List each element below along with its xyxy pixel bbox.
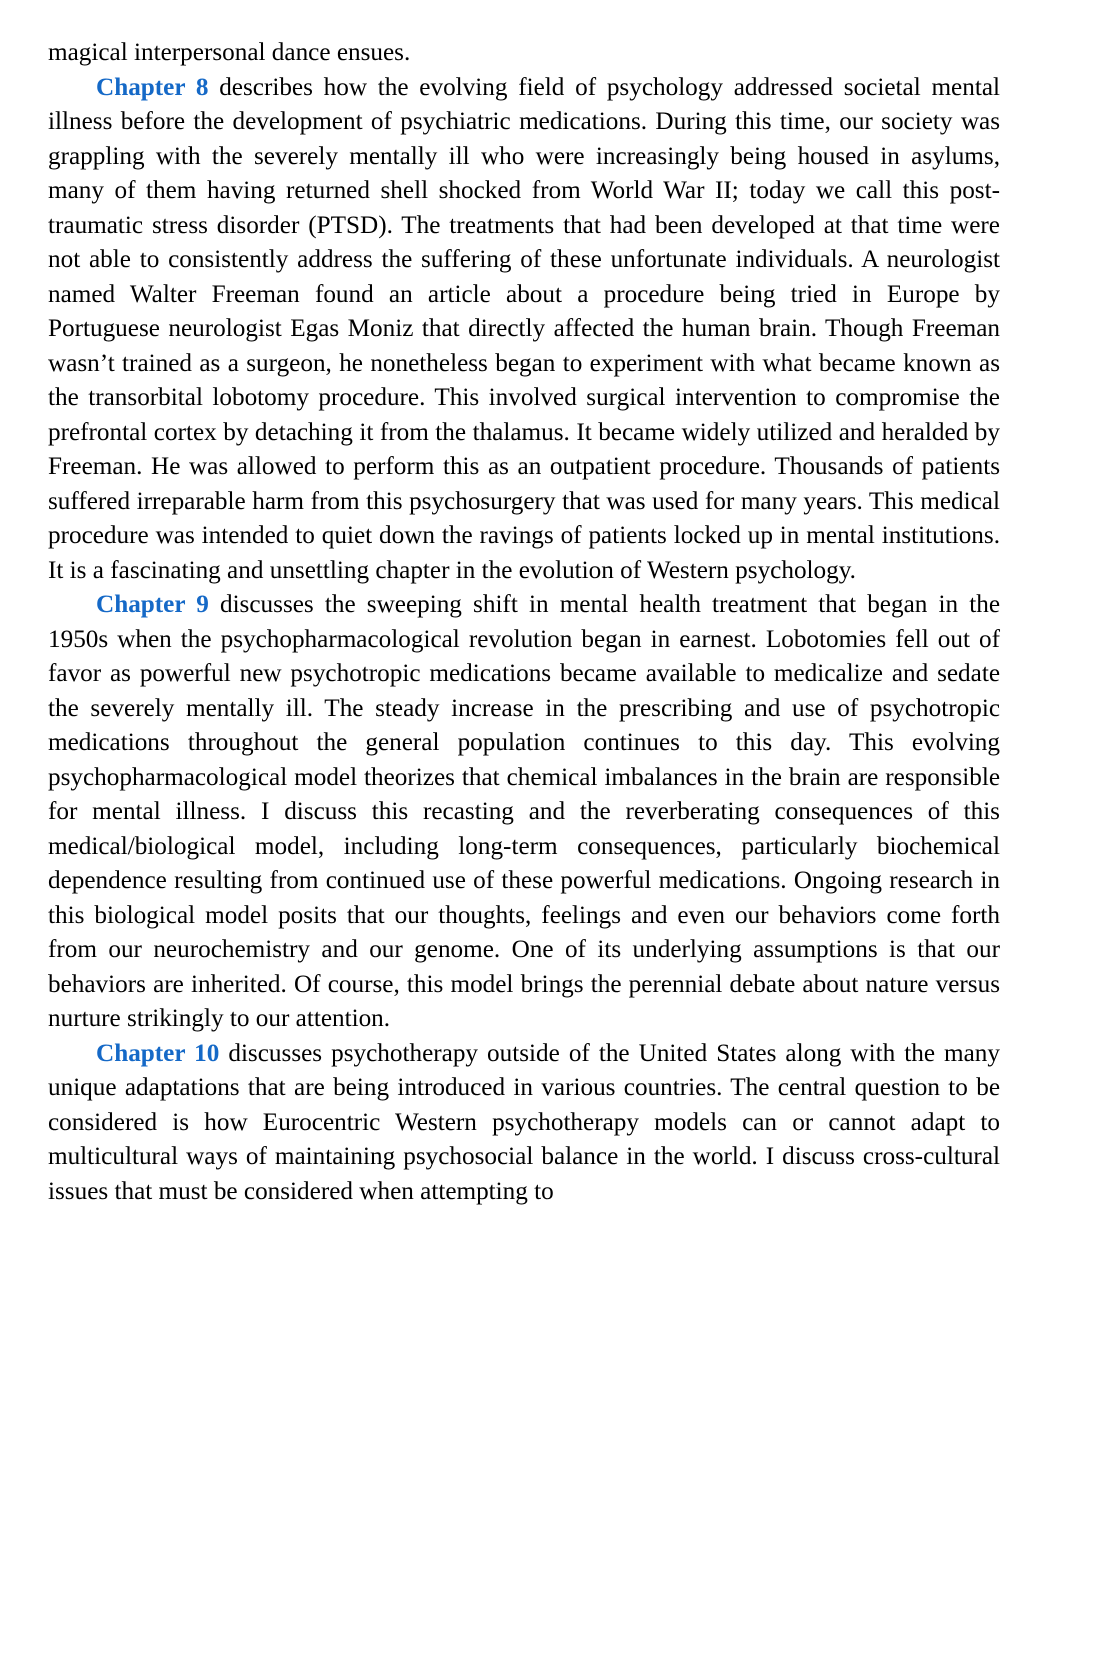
- chapter-reference-8[interactable]: Chapter 8: [96, 73, 209, 101]
- chapter-reference-9[interactable]: Chapter 9: [96, 591, 209, 618]
- chapter-reference-10[interactable]: Chapter 10: [96, 1039, 220, 1067]
- paragraph-continuation: [48, 36, 1000, 71]
- page-text-block: [48, 36, 1000, 1209]
- paragraph-body: discusses psychotherapy outside of the United States along with the many unique adaptations that are being introduced in various countries. The central question to be considered is how Eurocentric Western psychotherapy models can or cannot adapt to multicultural ways of maintaining psychosocial balance in the world. I discuss cross-cultural issues that must be considered when attempting to: [48, 1039, 1000, 1205]
- paragraph-body: describes how the evolving field of psychology addressed societal mental illness before the development of psychiatric medications. During this time, our society was grappling with the severely mentally ill who were increasingly being housed in asylums, many of them having returned shell shocked from World War II; today we call this post-traumatic stress disorder (PTSD). The treatments that had been developed at that time were not able to consistently address the suffering of these unfortunate individuals. A neurologist named Walter Freeman found an article about a procedure being tried in Europe by Portuguese neurologist Egas Moniz that directly affected the human brain. Though Freeman wasn’t trained as a surgeon, he nonetheless began to experiment with what became known as the transorbital lobotomy procedure. This involved surgical intervention to compromise the prefrontal cortex by detaching it from the thalamus. It became widely utilized and heralded by Freeman. He was allowed to perform this as an outpatient procedure. Thousands of patients suffered irreparable harm from this psychosurgery that was used for many years. This medical procedure was intended to quiet down the ravings of patients locked up in mental institutions. It is a fascinating and unsettling chapter in the evolution of Western psychology.: [48, 73, 1000, 584]
- paragraph-chapter-8: [48, 71, 1000, 589]
- paragraph-body: magical interpersonal dance ensues.: [48, 39, 411, 66]
- paragraph-chapter-10: [48, 1037, 1000, 1210]
- paragraph-body: discusses the sweeping shift in mental health treatment that began in the 1950s when the psychopharmacological revolution began in earnest. Lobotomies fell out of favor as powerful new psychotropic medications became available to medicalize and sedate the severely mentally ill. The steady increase in the prescribing and use of psychotropic medications throughout the general population continues to this day. This evolving psychopharmacological model theorizes that chemical imbalances in the brain are responsible for mental illness. I discuss this recasting and the reverberating consequences of this medical/biological model, including long-term consequences, particularly biochemical dependence resulting from continued use of these powerful medications. Ongoing research in this biological model posits that our thoughts, feelings and even our behaviors come forth from our neurochemistry and our genome. One of its underlying assumptions is that our behaviors are inherited. Of course, this model brings the perennial debate about nature versus nurture strikingly to our attention.: [48, 591, 1000, 1032]
- paragraph-chapter-9: [48, 588, 1000, 1037]
